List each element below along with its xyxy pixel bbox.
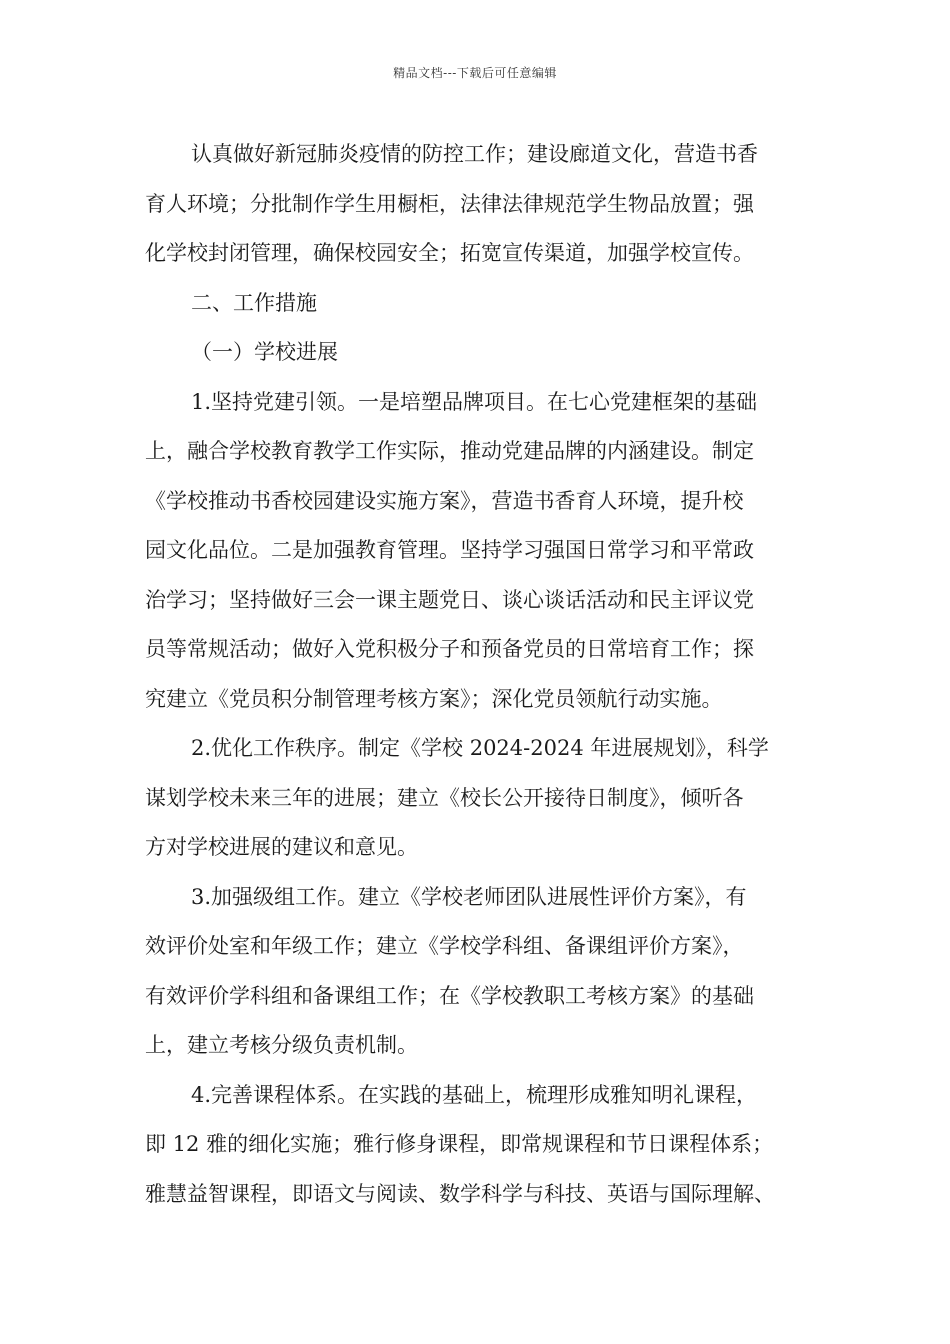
text-line: 1.坚持党建引领。一是培塑品牌项目。在七心党建框架的基础: [191, 389, 758, 414]
text-line: 3.加强级组工作。建立《学校老师团队进展性评价方案》，有: [191, 884, 747, 909]
text-line: 上，建立考核分级负责机制。: [145, 1033, 418, 1057]
text-line: 认真做好新冠肺炎疫情的防控工作；建设廊道文化，营造书香: [191, 142, 758, 166]
text-line: 《学校推动书香校园建设实施方案》，营造书香育人环境，提升校: [145, 488, 744, 513]
text-line: 化学校封闭管理，确保校园安全；拓宽宣传渠道，加强学校宣传。: [145, 241, 754, 265]
text-line: 谋划学校未来三年的进展；建立《校长公开接待日制度》，倾听各: [145, 785, 744, 810]
text-line: 效评价处室和年级工作；建立《学校学科组、备课组评价方案》，: [145, 934, 744, 958]
text-line: 育人环境；分批制作学生用橱柜，法律法律规范学生物品放置；强: [145, 191, 754, 216]
text-line: 上，融合学校教育教学工作实际，推动党建品牌的内涵建设。制定: [145, 439, 754, 463]
text-line: 即 12 雅的细化实施；雅行修身课程，即常规课程和节日课程体系；: [145, 1132, 774, 1156]
text-line: （一）学校进展: [191, 340, 338, 364]
text-line: 员等常规活动；做好入党积极分子和预备党员的日常培育工作；探: [145, 637, 754, 661]
text-line: 二、工作措施: [191, 290, 317, 315]
text-line: 有效评价学科组和备课组工作；在《学校教职工考核方案》的基础: [145, 983, 754, 1008]
text-line: 雅慧益智课程，即语文与阅读、数学科学与科技、英语与国际理解、: [145, 1181, 775, 1206]
page-header: 精品文档---下载后可任意编辑: [393, 66, 557, 80]
text-line: 究建立《党员积分制管理考核方案》；深化党员领航行动实施。: [145, 686, 723, 711]
text-line: 园文化品位。二是加强教育管理。坚持学习强国日常学习和平常政: [145, 538, 754, 562]
text-line: 方对学校进展的建议和意见。: [145, 835, 418, 859]
text-line: 4.完善课程体系。在实践的基础上，梳理形成雅知明礼课程，: [191, 1082, 758, 1107]
text-line: 2.优化工作秩序。制定《学校 2024-2024 年进展规划》，科学: [191, 736, 769, 760]
text-line: 治学习；坚持做好三会一课主题党日、谈心谈话活动和民主评议党: [145, 587, 754, 612]
document-body: [145, 130, 825, 1219]
